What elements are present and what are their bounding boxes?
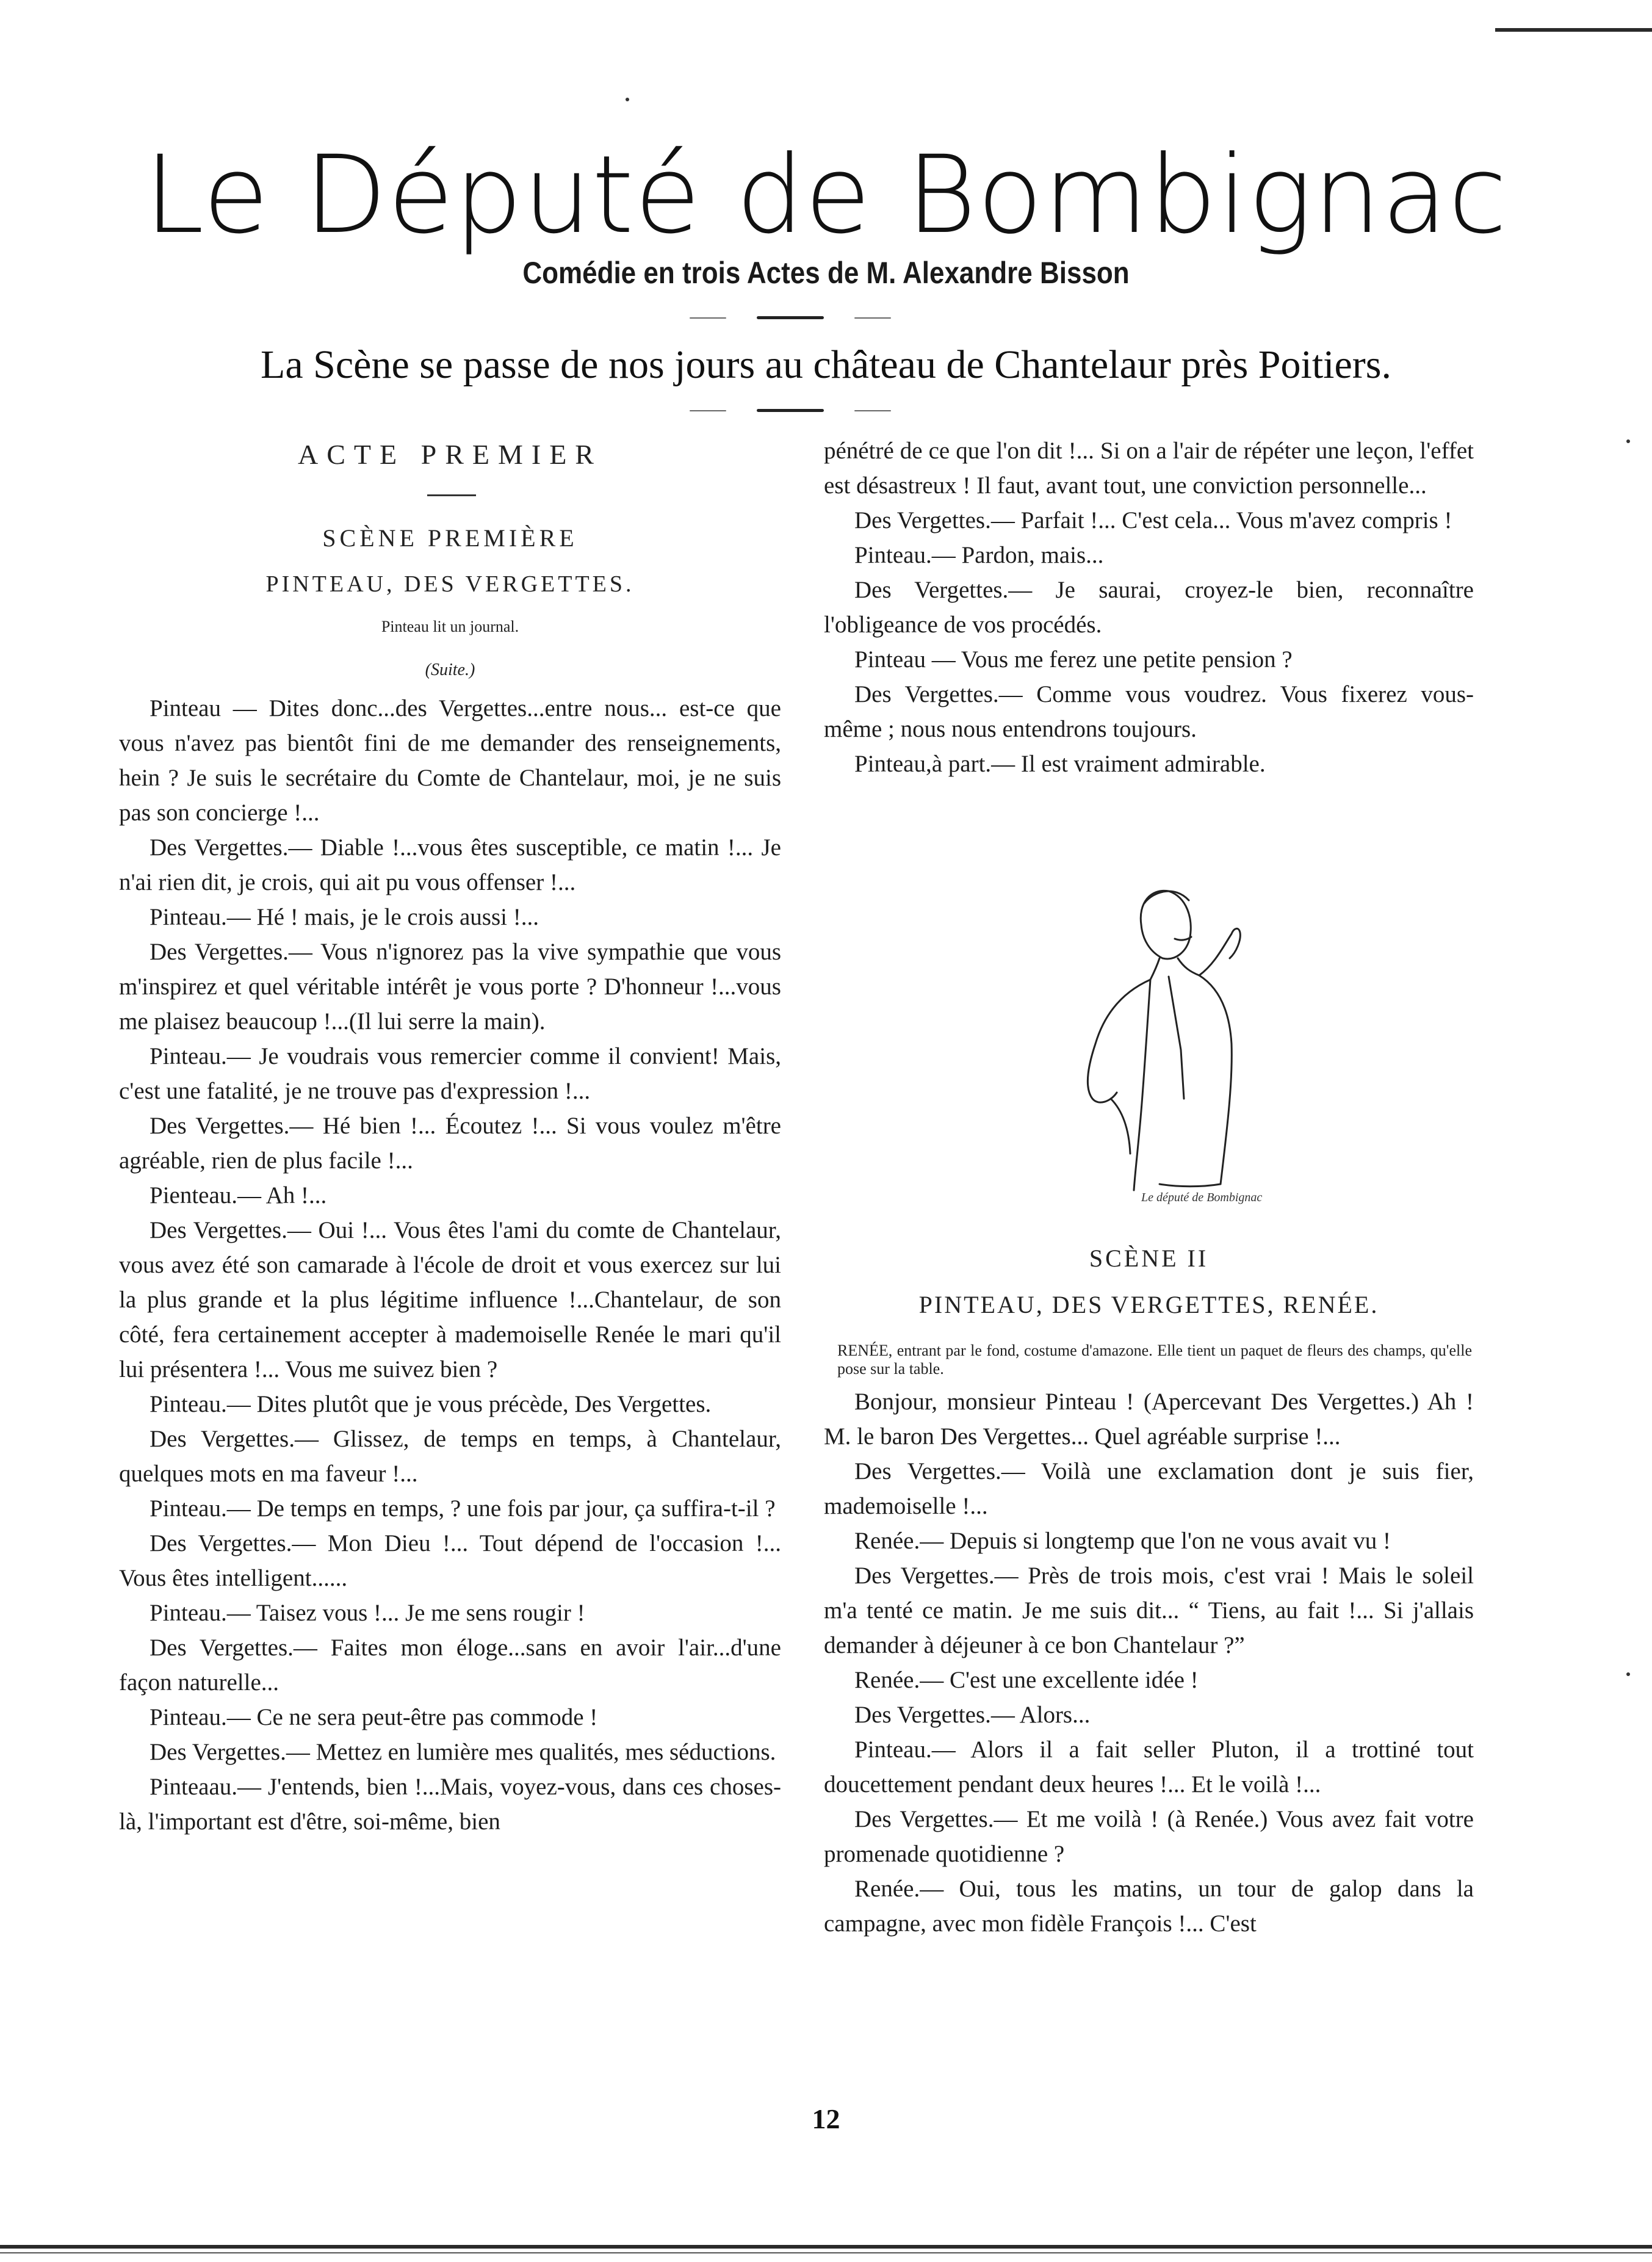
ornament-rule — [690, 317, 726, 319]
scene-two-heading: SCÈNE II — [1089, 1245, 1209, 1272]
ornament-rule — [690, 410, 726, 411]
act-heading: ACTE PREMIER — [298, 439, 602, 470]
act-rule — [427, 494, 476, 496]
dialogue-paragraph: Bonjour, monsieur Pinteau ! (Apercevant Des Vergettes.) Ah ! M. le baron Des Vergettes... Quel agréable surprise !... — [824, 1389, 1474, 1450]
drawing-caption: Le député de Bombignac — [1141, 1191, 1263, 1204]
dialogue-paragraph: Pinteau — Dites donc...des Vergettes...entre nous... est-ce que vous n'avez pas bientôt fini de me demander des renseignements, hein ? Je suis le secrétaire du Comte de Chantelaur, moi, je ne suis pas son concierge !... — [119, 695, 781, 826]
dialogue-paragraph: Pinteau — Vous me ferez une petite pension ? — [854, 646, 1293, 673]
dialogue-paragraph: Pinteau.— Hé ! mais, je le crois aussi !... — [150, 904, 539, 930]
dialogue-paragraph: Des Vergettes.— Je saurai, croyez-le bien, reconnaître l'obligeance de vos procédés. — [824, 577, 1474, 638]
dialogue-paragraph: Des Vergettes.— Diable !...vous êtes susceptible, ce matin !... Je n'ai rien dit, je crois, qui ait pu vous offenser !... — [119, 834, 781, 895]
page-number: 12 — [812, 2103, 840, 2134]
ornament-rule — [757, 409, 824, 412]
left-arm — [1088, 980, 1150, 1102]
dialogue-paragraph: Des Vergettes.— Alors... — [854, 1702, 1091, 1728]
scene-two-characters: PINTEAU, DES VERGETTES, RENÉE. — [918, 1291, 1379, 1318]
print-speck — [626, 98, 629, 101]
dialogue-paragraph: Renée.— Oui, tous les matins, un tour de galop dans la campagne, avec mon fidèle François !... C'est — [824, 1876, 1474, 1937]
top-rule — [1495, 28, 1652, 32]
collar — [1150, 958, 1199, 980]
dialogue-paragraph: Des Vergettes.— Faites mon éloge...sans en avoir l'air...d'une façon naturelle... — [119, 1635, 781, 1696]
dialogue-paragraph: Pinteau.— Pardon, mais... — [854, 542, 1104, 568]
dialogue-paragraph: Des Vergettes.— Près de trois mois, c'est vrai ! Mais le soleil m'a tenté ce matin. Je me suis dit... “ Tiens, au fait !... Si j'allais demander à déjeuner à ce bon Chantelaur ?” — [824, 1563, 1474, 1658]
right-column-bottom — [824, 1384, 1474, 1941]
dialogue-paragraph: Des Vergettes.— Hé bien !... Écoutez !... Si vous voulez m'être agréable, rien de plus facile !... — [119, 1113, 781, 1174]
head-outline — [1141, 891, 1191, 959]
dialogue-paragraph: Renée.— C'est une excellente idée ! — [854, 1667, 1199, 1693]
character-illustration — [1037, 867, 1294, 1209]
dialogue-paragraph: Pinteau.— Dites plutôt que je vous précède, Des Vergettes. — [150, 1391, 712, 1417]
dialogue-paragraph: Pinteau.— Je voudrais vous remercier comme il convient! Mais, c'est une fatalité, je ne trouve pas d'expression !... — [119, 1043, 781, 1104]
dialogue-paragraph: Pinteaau.— J'entends, bien !...Mais, voyez-vous, dans ces choses-là, l'important est d'être, soi-même, bien — [119, 1774, 781, 1835]
dialogue-paragraph: Des Vergettes.— Mettez en lumière mes qualités, mes séductions. — [150, 1739, 776, 1765]
dialogue-paragraph: Pinteau.— Ce ne sera peut-être pas commode ! — [150, 1704, 598, 1730]
ornament-rule — [757, 316, 824, 319]
dialogue-paragraph: Pinteau,à part.— Il est vraiment admirable. — [854, 751, 1266, 777]
bottom-rule — [0, 2245, 1652, 2249]
scene-one-heading: SCÈNE PREMIÈRE — [322, 524, 578, 552]
subtitle: Comédie en trois Actes de M. Alexandre Bisson — [522, 256, 1130, 290]
dialogue-paragraph: Pinteau.— Taisez vous !... Je me sens rougir ! — [150, 1600, 585, 1626]
dialogue-paragraph: Des Vergettes.— Glissez, de temps en temps, à Chantelaur, quelques mots en ma faveur !... — [119, 1426, 781, 1487]
scene-one-characters: PINTEAU, DES VERGETTES. — [265, 571, 635, 597]
dialogue-paragraph: Pienteau.— Ah !... — [150, 1182, 327, 1209]
dialogue-paragraph: Des Vergettes.— Voilà une exclamation dont je suis fier, mademoiselle !... — [824, 1458, 1474, 1519]
scene-one-suite: (Suite.) — [425, 660, 475, 679]
dialogue-paragraph: Des Vergettes.— Parfait !... C'est cela... Vous m'avez compris ! — [854, 507, 1452, 533]
coat-front — [1169, 977, 1184, 1099]
ornament-rule — [854, 317, 891, 319]
ground-line — [1160, 1184, 1221, 1187]
print-speck — [1626, 1672, 1630, 1676]
raised-hand — [1199, 928, 1240, 975]
dialogue-paragraph: Des Vergettes.— Vous n'ignorez pas la vive sympathie que vous m'inspirez et quel véritable intérêt je vous porte ? D'honneur !...vous me plaisez beaucoup !...(Il lui serre la main). — [119, 939, 781, 1035]
dialogue-paragraph: Pinteau.— Alors il a fait seller Pluton, il a trottiné tout doucettement pendant deux heures !... Et le voilà !... — [824, 1736, 1474, 1798]
dialogue-paragraph: pénétré de ce que l'on dit !... Si on a l'air de répéter une leçon, l'effet est désastreux ! Il faut, avant tout, une conviction personnelle... — [824, 438, 1474, 499]
right-column-top — [824, 433, 1474, 781]
dialogue-paragraph: Pinteau.— De temps en temps, ? une fois par jour, ça suffira-t-il ? — [150, 1495, 776, 1522]
scene-one-stage-direction: Pinteau lit un journal. — [381, 618, 519, 635]
page-title: Le Député de Bombignac — [144, 132, 1508, 258]
dialogue-paragraph: Des Vergettes.— Et me voilà ! (à Renée.) Vous avez fait votre promenade quotidienne ? — [824, 1806, 1474, 1867]
ornament-rule — [854, 410, 891, 411]
print-speck — [1626, 439, 1630, 443]
setting-line: La Scène se passe de nos jours au château de Chantelaur près Poitiers. — [261, 342, 1391, 387]
dialogue-paragraph: Renée.— Depuis si longtemp que l'on ne vous avait vu ! — [854, 1528, 1391, 1554]
bottom-rule-thin — [0, 2252, 1652, 2253]
dialogue-paragraph: Des Vergettes.— Oui !... Vous êtes l'ami du comte de Chantelaur, vous avez été son camarade à l'école de droit et vous exercez sur lui la plus grande et la plus légitime influence !...Chantelaur, de son côté, fera certainement accepter à mademoiselle Renée le mari qu'il lui présentera !... Vous me suivez bien ? — [119, 1217, 781, 1382]
coat-left — [1134, 980, 1150, 1190]
hand-on-hip — [1111, 1099, 1130, 1154]
dialogue-paragraph: Des Vergettes.— Comme vous voudrez. Vous fixerez vous-même ; nous nous entendrons toujours. — [824, 681, 1474, 742]
coat-right — [1199, 975, 1232, 1184]
scene-two-stage-direction: RENÉE, entrant par le fond, costume d'amazone. Elle tient un paquet de fleurs des champs, qu'elle pose sur la table. — [837, 1342, 1472, 1378]
left-column — [119, 691, 781, 1839]
dialogue-paragraph: Des Vergettes.— Mon Dieu !... Tout dépend de l'occasion !... Vous êtes intelligent...... — [119, 1530, 781, 1591]
